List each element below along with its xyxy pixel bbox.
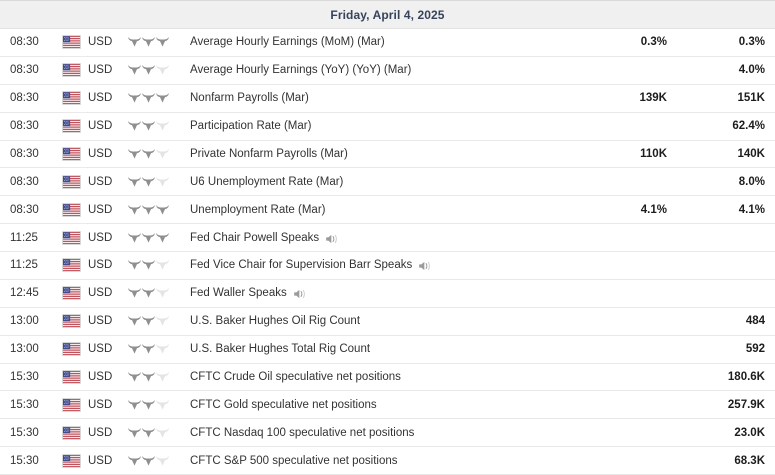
us-flag-icon [62,286,81,300]
importance-indicator [128,224,190,251]
previous-value: 484 [745,315,765,328]
bull-icon [156,233,169,243]
bull-icon [128,37,141,47]
importance-indicator [128,280,190,307]
importance-indicator [128,336,190,363]
event-row [0,57,775,85]
previous-value: 4.0% [738,64,765,77]
forecast-value [572,447,667,474]
previous-value: 68.3K [734,454,765,467]
event-time: 15:30 [10,398,39,411]
event-cell [190,252,572,279]
us-flag-icon [62,342,81,356]
bull-icon [128,65,141,75]
bull-icon [156,372,169,382]
us-flag-icon [62,314,81,328]
event-name[interactable]: CFTC Gold speculative net positions [190,398,377,411]
us-flag-icon [62,398,81,412]
forecast-value [572,391,667,418]
bull-icon [128,233,141,243]
importance-indicator [128,252,190,279]
previous-value: 62.4% [732,120,765,133]
event-cell [190,280,572,307]
bull-icon [156,37,169,47]
currency-label: USD [88,175,113,188]
us-flag-icon [62,35,81,49]
bull-icon [142,456,155,466]
bull-icon [156,260,169,270]
date-label: Friday, April 4, 2025 [330,7,445,22]
us-flag-icon [62,63,81,77]
forecast-value [572,168,667,195]
forecast-value [572,224,667,251]
bull-icon [156,205,169,215]
bull-icon [128,149,141,159]
country-currency-cell [62,447,128,474]
us-flag-icon [62,175,81,189]
bull-icon [142,205,155,215]
event-row [0,391,775,419]
previous-value [667,280,775,307]
country-currency-cell [62,57,128,84]
bull-icon [156,65,169,75]
currency-label: USD [88,36,113,49]
bull-icon [128,428,141,438]
bull-icon [142,400,155,410]
event-name[interactable]: Unemployment Rate (Mar) [190,203,326,216]
event-name[interactable]: Fed Chair Powell Speaks [190,231,320,244]
currency-label: USD [88,343,113,356]
us-flag-icon [62,119,81,133]
currency-label: USD [88,398,113,411]
event-time: 08:30 [10,175,39,188]
event-row [0,419,775,447]
bull-icon [128,344,141,354]
event-cell [190,364,572,391]
forecast-value: 110K [640,147,667,160]
importance-indicator [128,364,190,391]
event-row [0,252,775,280]
country-currency-cell [62,168,128,195]
event-cell [190,336,572,363]
currency-label: USD [88,231,113,244]
event-name[interactable]: U6 Unemployment Rate (Mar) [190,175,344,188]
event-cell [190,168,572,195]
event-cell [190,419,572,446]
bull-icon [128,400,141,410]
importance-indicator [128,168,190,195]
bull-icon [142,37,155,47]
bull-icon [142,93,155,103]
event-time: 12:45 [10,287,39,300]
previous-value [667,224,775,251]
forecast-value: 4.1% [640,203,667,216]
currency-label: USD [88,259,113,272]
event-row [0,224,775,252]
event-rows-container [0,29,775,475]
bull-icon [142,149,155,159]
event-name[interactable]: CFTC S&P 500 speculative net positions [190,454,398,467]
previous-value: 257.9K [727,398,765,411]
previous-value: 4.1% [738,203,765,216]
event-name[interactable]: Private Nonfarm Payrolls (Mar) [190,147,348,160]
event-cell [190,141,572,168]
event-time: 13:00 [10,343,39,356]
us-flag-icon [62,370,81,384]
previous-value: 592 [745,343,765,356]
event-name[interactable]: Fed Waller Speaks [190,287,287,300]
forecast-value [572,113,667,140]
us-flag-icon [62,426,81,440]
country-currency-cell [62,419,128,446]
country-currency-cell [62,141,128,168]
event-row [0,364,775,392]
event-time: 15:30 [10,370,39,383]
bull-icon [128,121,141,131]
event-time: 11:25 [10,231,38,244]
country-currency-cell [62,85,128,112]
country-currency-cell [62,280,128,307]
event-name[interactable]: Fed Vice Chair for Supervision Barr Speaks [190,259,413,272]
forecast-value [572,419,667,446]
previous-value: 8.0% [738,175,765,188]
importance-indicator [128,57,190,84]
event-name[interactable]: Average Hourly Earnings (YoY) (YoY) (Mar) [190,64,412,77]
bull-icon [128,205,141,215]
forecast-value [572,280,667,307]
us-flag-icon [62,91,81,105]
event-time: 08:30 [10,64,39,77]
date-header [0,1,775,29]
event-time: 08:30 [10,120,39,133]
event-row [0,280,775,308]
event-time: 08:30 [10,147,39,160]
importance-indicator [128,419,190,446]
event-time: 08:30 [10,36,39,49]
previous-value [667,252,775,279]
bull-icon [142,316,155,326]
currency-label: USD [88,315,113,328]
currency-label: USD [88,287,113,300]
currency-label: USD [88,92,113,105]
country-currency-cell [62,308,128,335]
importance-indicator [128,29,190,56]
event-time: 15:30 [10,426,39,439]
event-name[interactable]: U.S. Baker Hughes Oil Rig Count [190,315,361,328]
event-cell [190,113,572,140]
bull-icon [156,344,169,354]
forecast-value [572,364,667,391]
country-currency-cell [62,364,128,391]
event-time: 08:30 [10,92,39,105]
bull-icon [128,93,141,103]
us-flag-icon [62,203,81,217]
event-time: 11:25 [10,259,38,272]
bull-icon [142,288,155,298]
previous-value: 0.3% [738,36,765,49]
event-row [0,168,775,196]
bull-icon [128,372,141,382]
forecast-value [572,308,667,335]
event-cell [190,308,572,335]
country-currency-cell [62,113,128,140]
bull-icon [128,177,141,187]
bull-icon [156,93,169,103]
currency-label: USD [88,203,113,216]
currency-label: USD [88,147,113,160]
event-name[interactable]: CFTC Crude Oil speculative net positions [190,370,401,383]
event-row [0,308,775,336]
currency-label: USD [88,454,113,467]
bull-icon [142,344,155,354]
event-cell [190,196,572,223]
event-row [0,447,775,475]
bull-icon [128,316,141,326]
forecast-value [572,252,667,279]
importance-indicator [128,196,190,223]
previous-value: 140K [737,147,765,160]
bull-icon [156,121,169,131]
event-row [0,196,775,224]
previous-value: 151K [737,92,765,105]
speaker-icon [325,234,339,244]
bull-icon [142,428,155,438]
event-row [0,141,775,169]
forecast-value [572,336,667,363]
country-currency-cell [62,224,128,251]
bull-icon [156,177,169,187]
event-row [0,336,775,364]
us-flag-icon [62,258,81,272]
bull-icon [156,400,169,410]
importance-indicator [128,447,190,474]
event-cell [190,85,572,112]
forecast-value: 0.3% [640,36,667,49]
event-time: 08:30 [10,203,39,216]
importance-indicator [128,308,190,335]
bull-icon [156,149,169,159]
us-flag-icon [62,147,81,161]
us-flag-icon [62,231,81,245]
importance-indicator [128,85,190,112]
event-cell [190,447,572,474]
event-cell [190,57,572,84]
bull-icon [156,428,169,438]
event-cell [190,29,572,56]
event-name[interactable]: Nonfarm Payrolls (Mar) [190,92,309,105]
bull-icon [128,456,141,466]
currency-label: USD [88,120,113,133]
speaker-icon [293,289,307,299]
country-currency-cell [62,391,128,418]
bull-icon [142,233,155,243]
bull-icon [142,65,155,75]
speaker-icon [418,261,432,271]
event-row [0,29,775,57]
bull-icon [142,177,155,187]
bull-icon [156,316,169,326]
event-row [0,85,775,113]
bull-icon [142,260,155,270]
event-cell [190,224,572,251]
event-name[interactable]: CFTC Nasdaq 100 speculative net positions [190,426,415,439]
bull-icon [142,121,155,131]
event-row [0,113,775,141]
bull-icon [128,288,141,298]
bull-icon [142,372,155,382]
event-time: 13:00 [10,315,39,328]
currency-label: USD [88,426,113,439]
importance-indicator [128,113,190,140]
event-name[interactable]: Average Hourly Earnings (MoM) (Mar) [190,36,385,49]
event-time: 15:30 [10,454,39,467]
currency-label: USD [88,370,113,383]
country-currency-cell [62,336,128,363]
forecast-value [572,57,667,84]
event-name[interactable]: Participation Rate (Mar) [190,120,312,133]
forecast-value: 139K [639,92,667,105]
importance-indicator [128,141,190,168]
event-cell [190,391,572,418]
previous-value: 23.0K [734,426,765,439]
currency-label: USD [88,64,113,77]
previous-value: 180.6K [727,370,765,383]
event-name[interactable]: U.S. Baker Hughes Total Rig Count [190,343,371,356]
country-currency-cell [62,196,128,223]
country-currency-cell [62,252,128,279]
bull-icon [156,456,169,466]
bull-icon [128,260,141,270]
importance-indicator [128,391,190,418]
bull-icon [156,288,169,298]
country-currency-cell [62,29,128,56]
us-flag-icon [62,454,81,468]
